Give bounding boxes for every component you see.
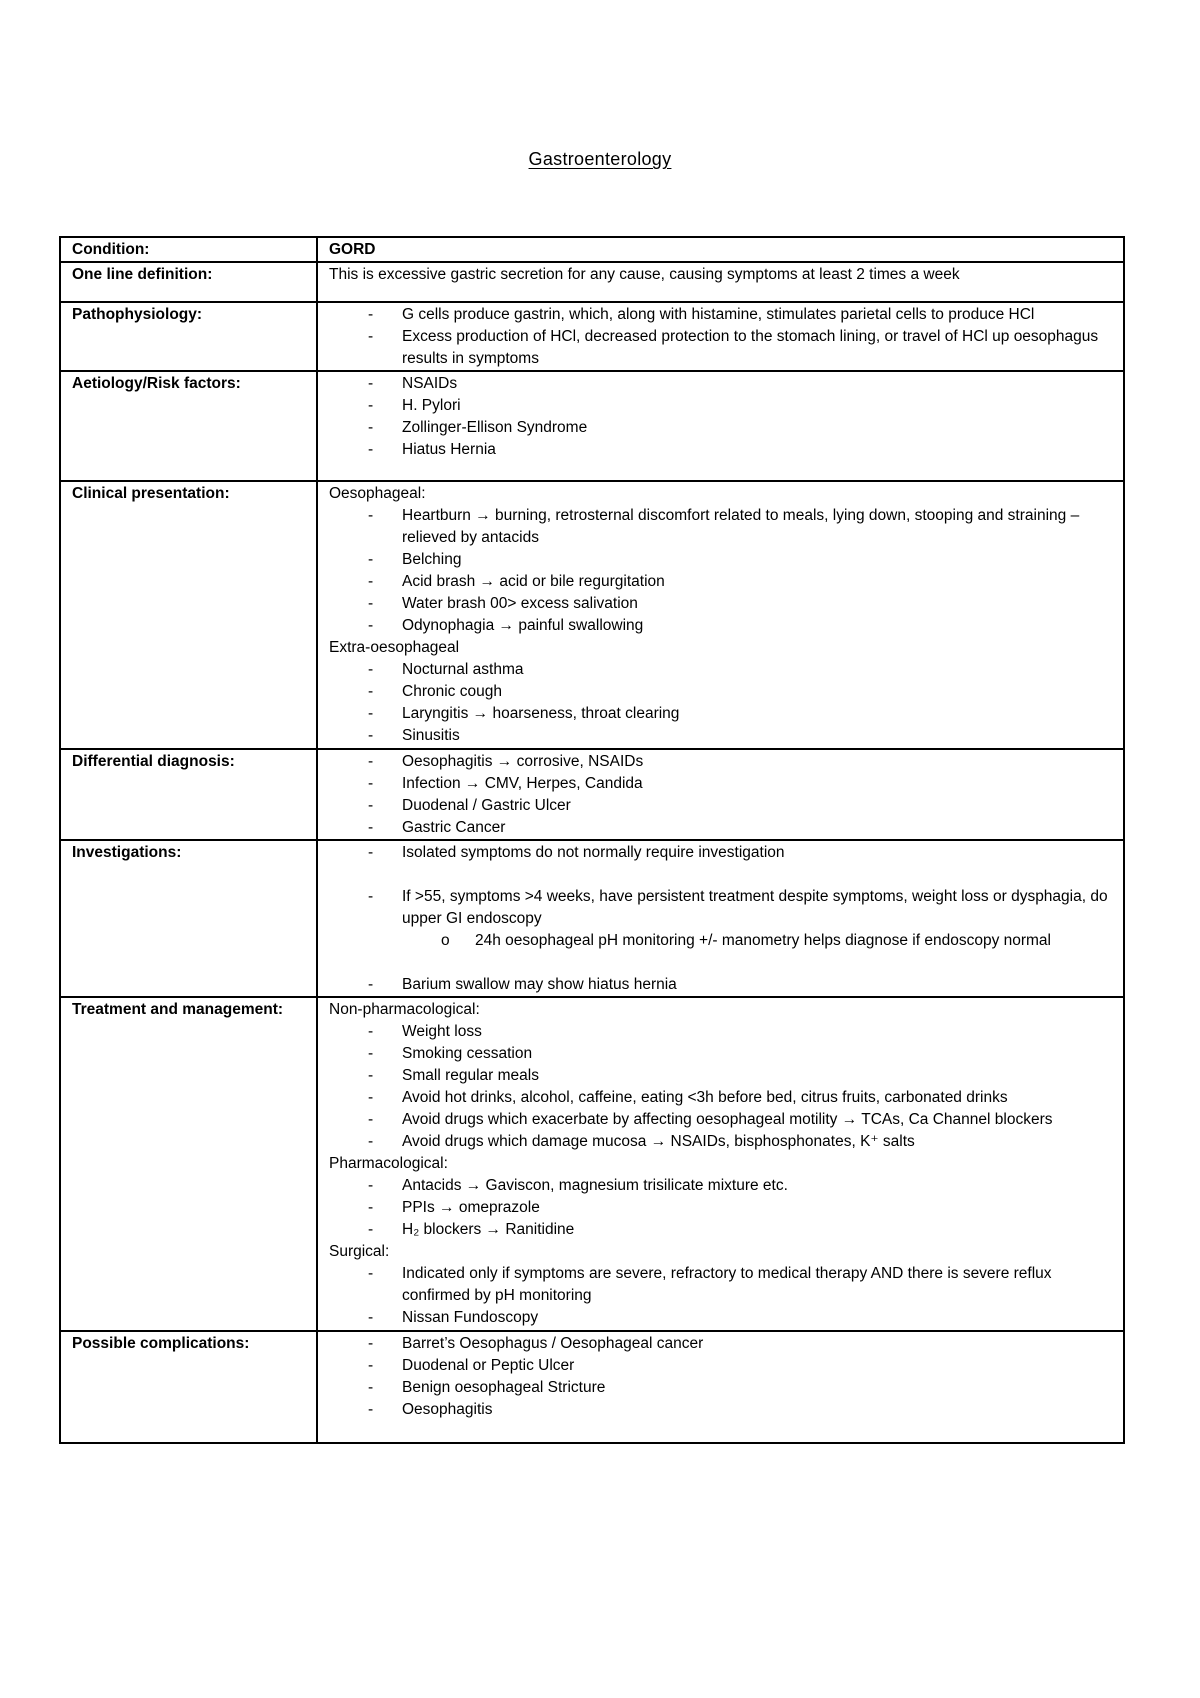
list-item: - Isolated symptoms do not normally require investigation	[329, 842, 1115, 864]
row-treatment	[60, 997, 1124, 1331]
list-item: - Nissan Fundoscopy	[329, 1307, 1115, 1329]
list-item: - If >55, symptoms >4 weeks, have persistent treatment despite symptoms, weight loss or dysphagia, do upper GI endoscopy	[329, 886, 1115, 930]
row-differential-diagnosis	[60, 749, 1124, 840]
list-item: - H₂ blockers → Ranitidine	[329, 1219, 1115, 1241]
list-item: - Gastric Cancer	[329, 817, 1115, 839]
list-item: - Avoid drugs which damage mucosa → NSAIDs, bisphosphonates, K⁺ salts	[329, 1131, 1115, 1153]
complications-list	[329, 1333, 1115, 1421]
list-item: - Benign oesophageal Stricture	[329, 1377, 1115, 1399]
list-item: - Excess production of HCl, decreased protection to the stomach lining, or travel of HCl up oesophagus results in symptoms	[329, 326, 1115, 370]
row-label: Possible complications:	[60, 1331, 317, 1443]
list-item: - Smoking cessation	[329, 1043, 1115, 1065]
list-item: - Oesophagitis → corrosive, NSAIDs	[329, 751, 1115, 773]
investigations-sublist	[329, 930, 1115, 952]
list-item: - PPIs → omeprazole	[329, 1197, 1115, 1219]
row-label: Treatment and management:	[60, 997, 317, 1331]
pharmacological-list	[329, 1175, 1115, 1241]
aetiology-list	[329, 373, 1115, 461]
section-heading: Non-pharmacological:	[329, 1001, 480, 1018]
list-item: - Duodenal / Gastric Ulcer	[329, 795, 1115, 817]
list-item: - Zollinger-Ellison Syndrome	[329, 417, 1115, 439]
section-heading: Extra-oesophageal	[329, 639, 460, 656]
list-item: - Odynophagia → painful swallowing	[329, 615, 1115, 637]
list-item: - Belching	[329, 549, 1115, 571]
extra-oesophageal-list	[329, 659, 1115, 747]
list-item: - Hiatus Hernia	[329, 439, 1115, 461]
row-investigations	[60, 840, 1124, 997]
row-label: Clinical presentation:	[60, 481, 317, 749]
list-item: - H. Pylori	[329, 395, 1115, 417]
list-item: - Avoid hot drinks, alcohol, caffeine, eating <3h before bed, citrus fruits, carbonated drinks	[329, 1087, 1115, 1109]
list-item: - Nocturnal asthma	[329, 659, 1115, 681]
pathophysiology-list	[329, 304, 1115, 370]
row-label: Pathophysiology:	[60, 302, 317, 371]
list-item: - Chronic cough	[329, 681, 1115, 703]
row-label: One line definition:	[60, 262, 317, 302]
list-item: - Avoid drugs which exacerbate by affecting oesophageal motility → TCAs, Ca Channel blockers	[329, 1109, 1115, 1131]
list-item: - Indicated only if symptoms are severe, refractory to medical therapy AND there is severe reflux confirmed by pH monitoring	[329, 1263, 1115, 1307]
list-item: - Water brash 00> excess salivation	[329, 593, 1115, 615]
investigations-list	[329, 842, 1115, 930]
definition-value: This is excessive gastric secretion for any cause, causing symptoms at least 2 times a week	[317, 262, 1124, 302]
differential-list	[329, 751, 1115, 839]
list-item: - Antacids → Gaviscon, magnesium trisilicate mixture etc.	[329, 1175, 1115, 1197]
list-item: - Heartburn → burning, retrosternal discomfort related to meals, lying down, stooping and straining – relieved by antacids	[329, 505, 1115, 549]
list-item: - Acid brash → acid or bile regurgitation	[329, 571, 1115, 593]
oesophageal-list	[329, 505, 1115, 637]
section-heading: Surgical:	[329, 1243, 390, 1260]
row-label: Aetiology/Risk factors:	[60, 371, 317, 481]
row-label: Condition:	[60, 237, 317, 262]
page-title: Gastroenterology	[528, 149, 672, 169]
list-item: - Oesophagitis	[329, 1399, 1115, 1421]
condition-table	[59, 236, 1125, 1444]
section-heading: Pharmacological:	[329, 1155, 448, 1172]
list-item: - Small regular meals	[329, 1065, 1115, 1087]
condition-value: GORD	[317, 237, 1124, 262]
row-definition	[60, 262, 1124, 302]
section-heading: Oesophageal:	[329, 485, 426, 502]
list-item: - NSAIDs	[329, 373, 1115, 395]
list-item: - Sinusitis	[329, 725, 1115, 747]
list-item: - Weight loss	[329, 1021, 1115, 1043]
row-complications	[60, 1331, 1124, 1443]
sub-list-item: o 24h oesophageal pH monitoring +/- manometry helps diagnose if endoscopy normal	[329, 930, 1115, 952]
surgical-list	[329, 1263, 1115, 1329]
row-label: Differential diagnosis:	[60, 749, 317, 840]
list-item: - G cells produce gastrin, which, along with histamine, stimulates parietal cells to produce HCl	[329, 304, 1115, 326]
list-item: - Laryngitis → hoarseness, throat clearing	[329, 703, 1115, 725]
non-pharmacological-list	[329, 1021, 1115, 1153]
list-item: - Barium swallow may show hiatus hernia	[329, 974, 1115, 996]
row-label: Investigations:	[60, 840, 317, 997]
list-item: - Infection → CMV, Herpes, Candida	[329, 773, 1115, 795]
list-item: - Barret’s Oesophagus / Oesophageal cancer	[329, 1333, 1115, 1355]
row-aetiology	[60, 371, 1124, 481]
row-pathophysiology	[60, 302, 1124, 371]
row-condition	[60, 237, 1124, 262]
row-clinical-presentation	[60, 481, 1124, 749]
list-item: - Duodenal or Peptic Ulcer	[329, 1355, 1115, 1377]
